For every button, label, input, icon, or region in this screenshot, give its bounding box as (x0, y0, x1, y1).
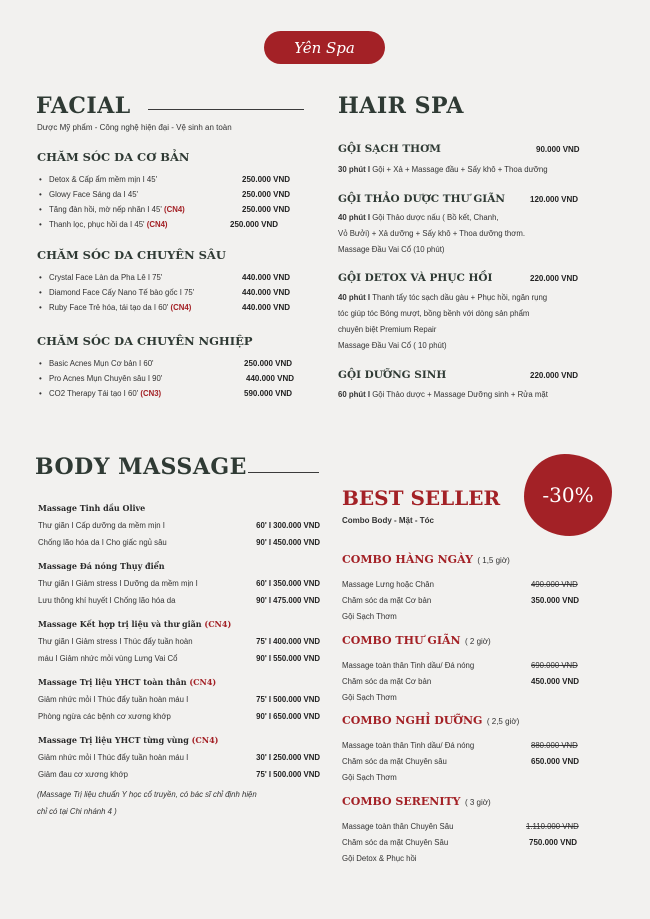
massage-note: (Massage Trị liệu chuẩn Y học cổ truyền, có bác sĩ chỉ định hiện chỉ có tại Chi nhánh 4 ) (37, 790, 257, 816)
massage-row-price: 60' I 300.000 VND (256, 521, 320, 530)
facial-group-advanced (37, 248, 307, 315)
hair-service-desc: 40 phút I Thanh tẩy tóc sạch dầu gàu + Phục hồi, ngăn rụng tóc giúp tóc Bóng mượt, bồng bềnh với dòng sản phẩm chuyên biệt Premium Repair Massage Đầu Vai Cổ ( 10 phút) (338, 293, 548, 350)
facial-service-item: • Pro Acnes Mụn Chuyên sâu I 90' 440.000 VND (37, 371, 307, 386)
massage-section-combined (38, 619, 320, 667)
combo-serenity: COMBO SERENITY ( 3 giờ) Massage toàn thân Chuyên Sâu Chăm sóc da mặt Chuyên Sâu Gội Detox & Phục hồi 1.110.000 VND 750.000 VND (342, 792, 592, 867)
combo-new-price: 750.000 VND (529, 838, 578, 847)
facial-service-item: • Detox & Cấp ẩm mềm mịn I 45' 250.000 VND (37, 172, 307, 187)
facial-group-title: CHĂM SÓC DA CƠ BẢN (37, 150, 190, 164)
hair-service-name: GỘI SẠCH THƠM (338, 143, 441, 155)
discount-label: -30% (542, 483, 594, 507)
massage-section-yhct-full (38, 677, 320, 725)
massage-row-price: 90' I 475.000 VND (256, 596, 320, 605)
massage-row-label: Giảm đau cơ xương khớp (38, 770, 128, 779)
combo-new-price: 450.000 VND (531, 677, 580, 686)
hair-service-desc: 30 phút I Gội + Xả + Massage đầu + Sấy khô + Thoa dưỡng (338, 165, 548, 174)
facial-group-title: CHĂM SÓC DA CHUYÊN SÂU (37, 248, 226, 262)
body-massage-title: BODY MASSAGE (35, 454, 247, 480)
massage-row-label: Chống lão hóa da I Cho giấc ngủ sâu (38, 538, 167, 547)
massage-row-price: 90' I 550.000 VND (256, 654, 320, 663)
combo-old-price: 880.000 VND (531, 741, 578, 750)
massage-row-price: 75' I 400.000 VND (256, 637, 320, 646)
combo-heading: COMBO NGHỈ DƯỠNG ( 2,5 giờ) (342, 714, 520, 727)
facial-service-item: • Basic Acnes Mụn Cơ bản I 60' 250.000 VND (37, 356, 307, 371)
facial-service-item: • Thanh lọc, phục hồi da I 45' (CN4) 250.000 VND (37, 217, 307, 232)
massage-section-title: Massage Tinh dầu Olive (38, 503, 146, 513)
massage-row-price: 90' I 450.000 VND (256, 538, 320, 547)
combo-heading: COMBO HÀNG NGÀY ( 1,5 giờ) (342, 553, 510, 566)
facial-service-item: • Tăng đàn hồi, mờ nếp nhăn I 45' (CN4) 250.000 VND (37, 202, 307, 217)
hair-service-desc: 40 phút I Gội Thảo dược nấu ( Bồ kết, Chanh, Vỏ Bưởi) + Xả dưỡng + Sấy khô + Thoa dưỡng thơm. Massage Đầu Vai Cổ (10 phút) (338, 213, 526, 254)
massage-section-yhct-area (38, 735, 320, 783)
massage-section-title: Massage Kết hợp trị liệu và thư giãn (CN4) (38, 619, 232, 629)
brand-name: Yên Spa (294, 38, 355, 57)
brand-badge (264, 31, 385, 64)
facial-service-list (37, 356, 307, 401)
hair-service-name: GỘI DETOX VÀ PHỤC HỒI (338, 272, 493, 284)
combo-relax: COMBO THƯ GIÃN ( 2 giờ) Massage toàn thân Tinh dầu/ Đá nóng Chăm sóc da mặt Cơ bản Gội Sạch Thơm 690.000 VND 450.000 VND (342, 631, 592, 706)
massage-row-label: Phòng ngừa các bệnh cơ xương khớp (38, 712, 171, 721)
hair-service-price: 220.000 VND (530, 371, 579, 380)
facial-service-item: • Crystal Face Làn da Pha Lê I 75' 440.000 VND (37, 270, 307, 285)
hair-service-name: GỘI THẢO DƯỢC THƯ GIÃN (338, 193, 505, 205)
combo-old-price: 1.110.000 VND (526, 822, 579, 831)
combo-old-price: 690.000 VND (531, 661, 578, 670)
massage-row-price: 90' I 650.000 VND (256, 712, 320, 721)
massage-section-title: Massage Đá nóng Thụy điển (38, 561, 165, 571)
hair-service-4 (338, 369, 600, 403)
combo-new-price: 650.000 VND (531, 757, 580, 766)
facial-service-item: • Glowy Face Sáng da I 45' 250.000 VND (37, 187, 307, 202)
facial-service-item: • CO2 Therapy Tái tạo I 60' (CN3) 590.000 VND (37, 386, 307, 401)
discount-badge (524, 454, 612, 536)
combo-retreat: COMBO NGHỈ DƯỠNG ( 2,5 giờ) Massage toàn thân Tinh dầu/ Đá nóng Chăm sóc da mặt Chuyên sâu Gội Sạch Thơm 880.000 VND 650.000 VND (342, 711, 592, 786)
facial-group-basic (37, 150, 307, 232)
massage-section-hotstone (38, 561, 320, 609)
massage-row-label: Giảm nhức mỏi I Thúc đẩy tuần hoàn máu I (38, 753, 189, 762)
facial-service-list (37, 270, 307, 315)
massage-row-label: Lưu thông khí huyết I Chống lão hóa da (38, 596, 176, 605)
massage-row-price: 60' I 350.000 VND (256, 579, 320, 588)
hair-service-price: 120.000 VND (530, 195, 579, 204)
facial-title: FACIAL (36, 93, 131, 119)
massage-row-label: Thư giãn I Giảm stress I Dưỡng da mềm mịn I (38, 579, 198, 588)
facial-divider (148, 109, 304, 110)
hair-service-name: GỘI DƯỠNG SINH (338, 369, 447, 381)
massage-row-label: Thư giãn I Giảm stress I Thúc đẩy tuần hoàn (38, 637, 193, 646)
hair-service-desc: 60 phút I Gội Thảo dược + Massage Dưỡng sinh + Rửa mặt (338, 390, 548, 399)
combo-heading: COMBO THƯ GIÃN ( 2 giờ) (342, 634, 491, 647)
facial-group-professional (37, 334, 307, 401)
combo-daily: COMBO HÀNG NGÀY ( 1,5 giờ) Massage Lưng hoặc Chân Chăm sóc da mặt Cơ bản Gội Sạch Thơm 490.000 VND 350.000 VND (342, 550, 592, 625)
massage-row-price: 75' I 500.000 VND (256, 770, 320, 779)
facial-group-title: CHĂM SÓC DA CHUYÊN NGHIỆP (37, 334, 253, 348)
massage-row-price: 75' I 500.000 VND (256, 695, 320, 704)
massage-row-price: 30' I 250.000 VND (256, 753, 320, 762)
hair-service-price: 90.000 VND (536, 145, 580, 154)
facial-service-item: • Ruby Face Trẻ hóa, tái tạo da I 60' (CN4) 440.000 VND (37, 300, 307, 315)
best-seller-subtitle: Combo Body - Mặt - Tóc (342, 516, 434, 525)
massage-row-label: Thư giãn I Cấp dưỡng da mềm mịn I (38, 521, 165, 530)
body-massage-divider (248, 472, 319, 473)
massage-row-label: máu I Giảm nhức mỏi vùng Lưng Vai Cổ (38, 654, 178, 663)
massage-section-title: Massage Trị liệu YHCT toàn thân (CN4) (38, 677, 217, 687)
combo-old-price: 490.000 VND (531, 580, 578, 589)
combo-heading: COMBO SERENITY ( 3 giờ) (342, 795, 491, 808)
massage-section-title: Massage Trị liệu YHCT từng vùng (CN4) (38, 735, 219, 745)
hair-service-2 (338, 193, 600, 258)
hair-spa-title: HAIR SPA (338, 93, 464, 119)
massage-row-label: Giảm nhức mỏi I Thúc đẩy tuần hoàn máu I (38, 695, 189, 704)
hair-service-price: 220.000 VND (530, 274, 579, 283)
hair-service-3 (338, 272, 600, 354)
massage-section-olive (38, 503, 320, 551)
best-seller-title: BEST SELLER (342, 486, 501, 510)
facial-service-list (37, 172, 307, 232)
combo-new-price: 350.000 VND (531, 596, 580, 605)
hair-service-1 (338, 143, 600, 178)
facial-service-item: • Diamond Face Cấy Nano Tế bào gốc I 75' 440.000 VND (37, 285, 307, 300)
facial-subtitle: Dược Mỹ phẩm - Công nghệ hiện đại - Vệ sinh an toàn (37, 123, 232, 132)
